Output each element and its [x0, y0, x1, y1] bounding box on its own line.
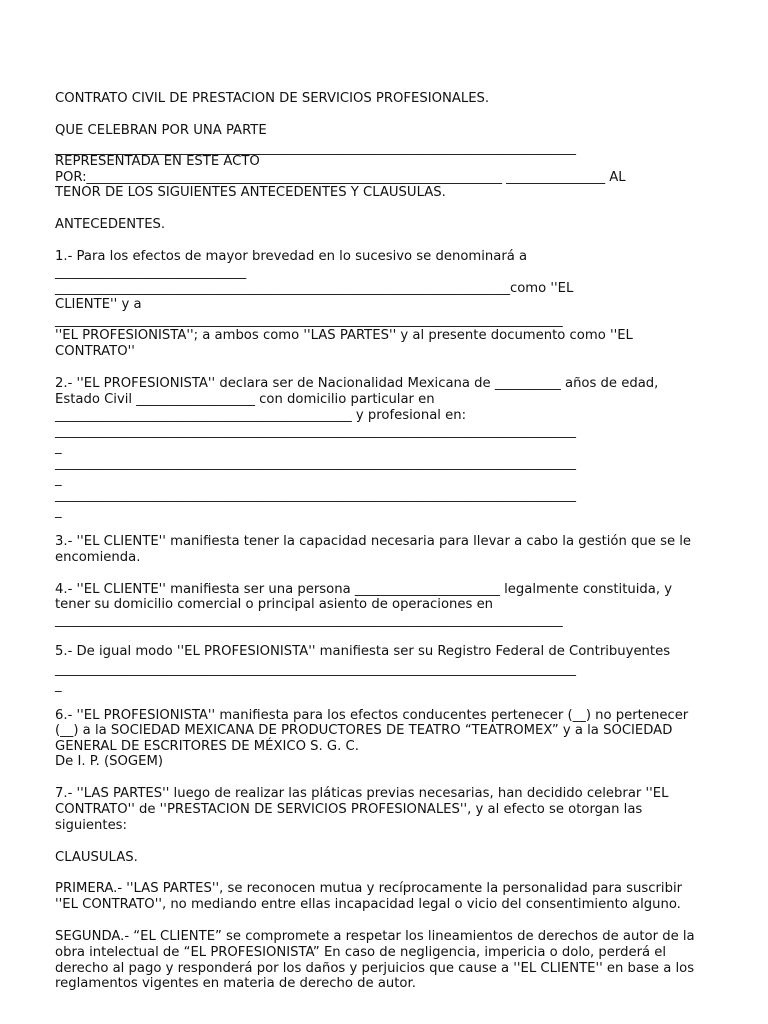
antecedent-5-line: 5.- De igual modo ''EL PROFESIONISTA'' manifiesta ser su Registro Federal de Contribuyentes [55, 644, 671, 659]
antecedent-4-line: 4.- ''EL CLIENTE'' manifiesta ser una persona ______________________ legalmente constituida, y [55, 582, 673, 597]
antecedentes-heading: ANTECEDENTES. [55, 217, 166, 232]
clause-1-line: ''EL CONTRATO'', no mediando entre ellas incapacidad legal o vicio del consentimiento alguno. [55, 897, 681, 912]
antecedent-6-line: (__) a la SOCIEDAD MEXICANA DE PRODUCTORES DE TEATRO “TEATROMEX” y a la SOCIEDAD [55, 723, 673, 738]
clause-2-line: reglamentos vigentes en materia de derecho de autor. [55, 976, 416, 991]
blank-line: _ [55, 504, 62, 519]
antecedent-1-line: CONTRATO'' [55, 344, 135, 359]
antecedent-1-line: 1.- Para los efectos de mayor brevedad en lo sucesivo se denominará a [55, 249, 528, 264]
antecedent-6-line: De I. P. (SOGEM) [55, 754, 163, 769]
antecedent-3-line: 3.- ''EL CLIENTE'' manifiesta tener la capacidad necesaria para llevar a cabo la gestión que se le [55, 534, 692, 549]
intro-line: POR:_______________________________________________________________ _______________ AL [55, 170, 626, 185]
intro-line: REPRESENTADA EN ESTE ACTO [55, 154, 260, 169]
clause-2-line: derecho al pago y responderá por los daños y perjuicios que cause a ''EL CLIENTE'' en base a los [55, 961, 695, 976]
blank-line: _______________________________________________________________________________ [55, 456, 576, 471]
antecedent-1-line: ''EL PROFESIONISTA''; a ambos como ''LAS PARTES'' y al presente documento como ''EL [55, 328, 633, 343]
antecedent-7-line: 7.- ''LAS PARTES'' luego de realizar las pláticas previas necesarias, han decidido celebrar ''EL [55, 786, 669, 801]
antecedent-4-line: tener su domicilio comercial o principal asiento de operaciones en [55, 597, 494, 612]
blank-line: _______________________________________________________________________________ [55, 662, 576, 677]
antecedent-3-line: encomienda. [55, 550, 141, 565]
blank-line: _____________________________________________________________________________ [55, 313, 563, 328]
antecedent-1-line: _____________________________________________________________________como ''EL [55, 281, 574, 296]
blank-line: _______________________________________________________________________________ [55, 141, 576, 156]
antecedent-2-line: _____________________________________________ y profesional en: [55, 408, 467, 423]
document-title: CONTRATO CIVIL DE PRESTACION DE SERVICIOS PROFESIONALES. [55, 91, 490, 106]
blank-line: _______________________________________________________________________________ [55, 488, 576, 503]
antecedent-6-line: 6.- ''EL PROFESIONISTA'' manifiesta para los efectos conducentes pertenecer (__) no pertenecer [55, 708, 689, 723]
clausulas-heading: CLAUSULAS. [55, 850, 138, 865]
clause-1-line: PRIMERA.- ''LAS PARTES'', se reconocen mutua y recíprocamente la personalidad para suscribir [55, 881, 683, 896]
clause-2-line: SEGUNDA.- “EL CLIENTE” se compromete a respetar los lineamientos de derechos de autor de la [55, 929, 695, 944]
antecedent-7-line: CONTRATO'' de ''PRESTACION DE SERVICIOS PROFESIONALES'', y al efecto se otorgan las [55, 802, 643, 817]
antecedent-2-line: Estado Civil __________________ con domicilio particular en [55, 392, 435, 407]
blank-line: _ [55, 440, 62, 455]
blank-line: _____________________________________________________________________________ [55, 613, 563, 628]
clause-2-line: obra intelectual de “EL PROFESIONISTA” En caso de negligencia, impericia o dolo, perderá el [55, 945, 667, 960]
blank-line: _______________________________________________________________________________ [55, 424, 576, 439]
intro-line: TENOR DE LOS SIGUIENTES ANTECEDENTES Y CLAUSULAS. [55, 185, 446, 200]
blank-line: _ [55, 472, 62, 487]
intro-line: QUE CELEBRAN POR UNA PARTE [55, 123, 267, 138]
antecedent-2-line: 2.- ''EL PROFESIONISTA'' declara ser de Nacionalidad Mexicana de __________ años de edad, [55, 376, 659, 391]
antecedent-6-line: GENERAL DE ESCRITORES DE MÉXICO S. G. C. [55, 739, 359, 754]
antecedent-1-line: CLIENTE'' y a [55, 297, 142, 312]
blank-line: _____________________________ [55, 265, 247, 280]
blank-line: _ [55, 678, 62, 693]
antecedent-7-line: siguientes: [55, 818, 127, 833]
